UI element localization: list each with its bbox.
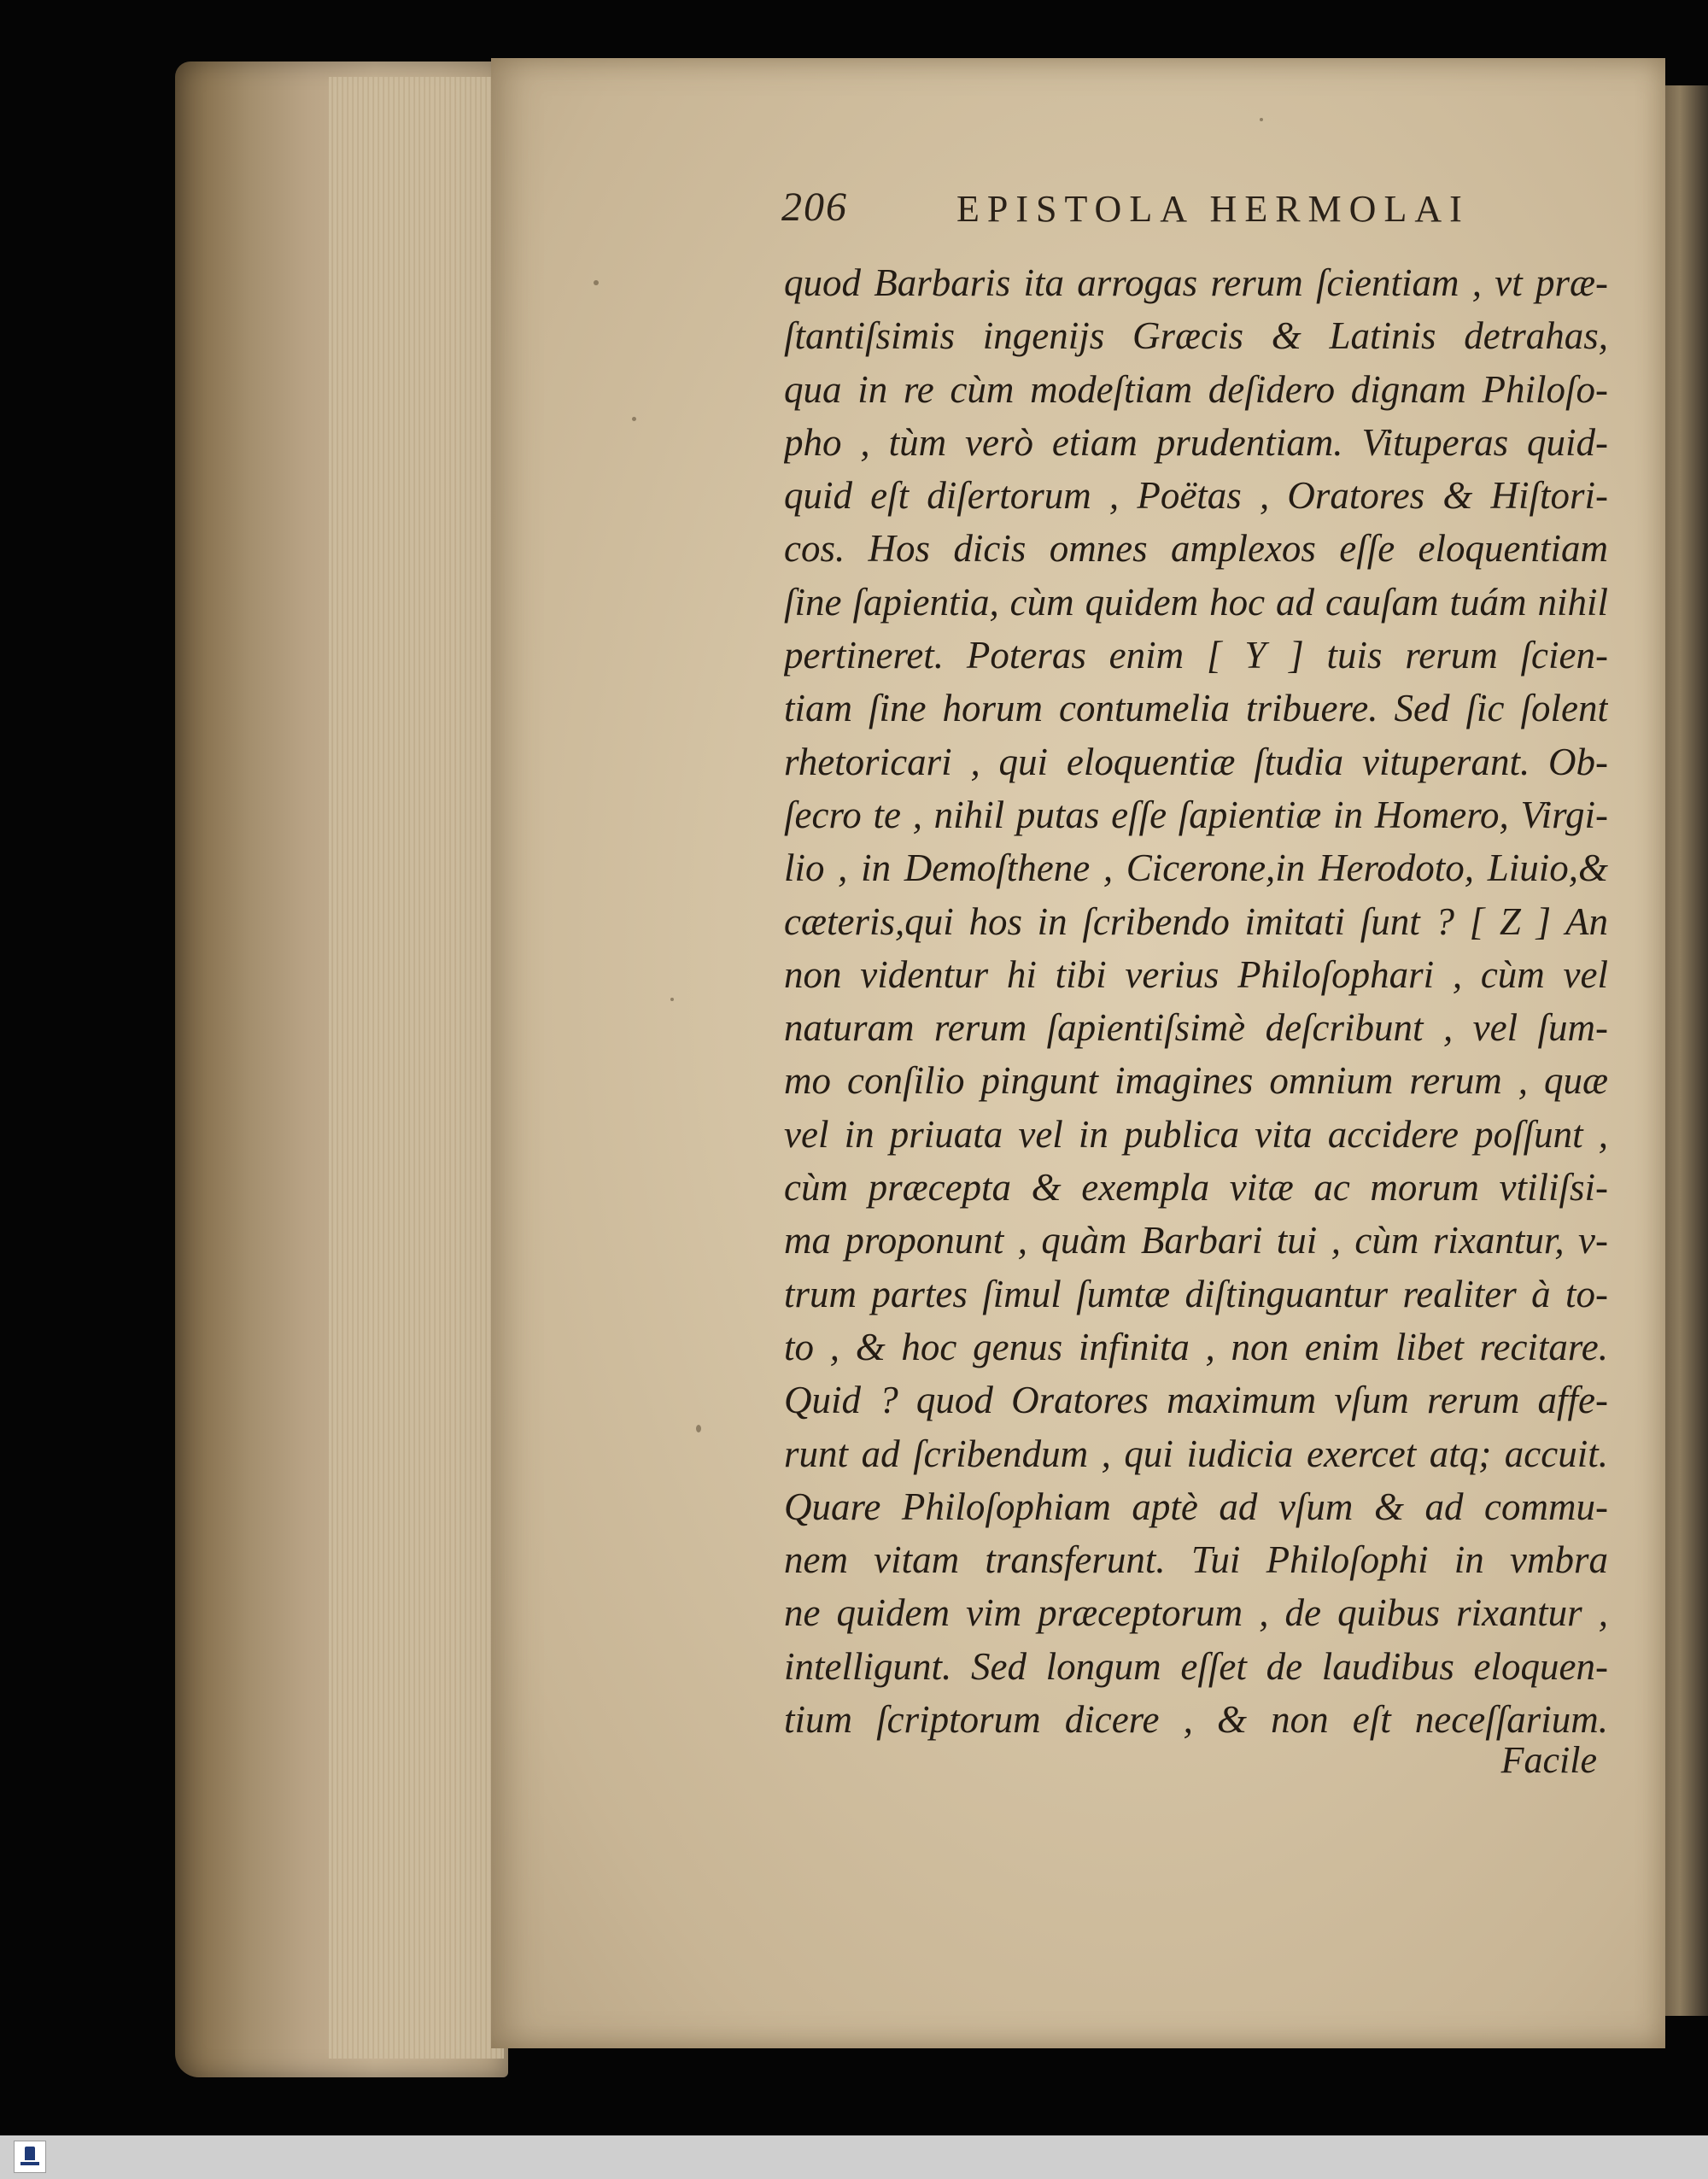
scan-footer-bar: [0, 2135, 1708, 2179]
text-line: pertineret. Poteras enim [ Y ] tuis rerum ſcien-: [784, 634, 1608, 677]
text-line: tiam ſine horum contumelia tribuere. Sed ſic ſolent: [784, 687, 1608, 730]
text-line: naturam rerum ſapientiſsimè deſcribunt , vel ſum-: [784, 1006, 1608, 1050]
text-line: ſtantiſsimis ingenijs Græcis & Latinis detrahas,: [784, 314, 1608, 358]
text-line: to , & hoc genus infinita , non enim libet recitare.: [784, 1325, 1608, 1368]
text-line: vel in priuata vel in publica vita accidere poſſunt ,: [784, 1112, 1608, 1156]
text-line: ne quidem vim præceptorum , de quibus rixantur ,: [784, 1591, 1608, 1635]
body-text: [784, 256, 1608, 1746]
logo-building-shape: [25, 2147, 35, 2160]
text-line: nem vitam transferunt. Tui Philoſophi in vmbra: [784, 1538, 1608, 1582]
text-line: ma proponunt , quàm Barbari tui , cùm rixantur, v-: [784, 1219, 1608, 1262]
paper-speck: [632, 417, 636, 421]
logo-base-shape: [20, 2162, 39, 2165]
text-line: pho , tùm verò etiam prudentiam. Vituperas quid-: [784, 420, 1608, 464]
text-line: Quid ? quod Oratores maximum vſum rerum affe-: [784, 1379, 1608, 1422]
text-line: non videntur hi tibi verius Philoſophari , cùm vel: [784, 952, 1608, 996]
paper-speck: [670, 998, 674, 1001]
text-line: lio , in Demoſthene , Cicerone,in Herodoto, Liuio,&: [784, 846, 1608, 890]
library-logo-icon: [14, 2141, 46, 2173]
text-line: trum partes ſimul ſumtæ diſtinguantur realiter à to-: [784, 1272, 1608, 1315]
running-title: EPISTOLA HERMOLAI: [956, 188, 1470, 230]
text-line: runt ad ſcribendum , qui iudicia exercet atq; accuit.: [784, 1432, 1608, 1475]
page-number: 206: [781, 185, 848, 230]
text-line: rhetoricari , qui eloquentiæ ſtudia vituperant. Ob-: [784, 740, 1608, 783]
page-edges: [329, 77, 504, 2059]
text-line: cæteris,qui hos in ſcribendo imitati ſunt ? [ Z ] An: [784, 899, 1608, 943]
text-line: cùm præcepta & exempla vitæ ac morum vtiliſsi-: [784, 1166, 1608, 1210]
text-line: quod Barbaris ita arrogas rerum ſcientiam , vt præ-: [784, 261, 1608, 304]
text-line: mo conſilio pingunt imagines omnium rerum , quæ: [784, 1059, 1608, 1103]
paper-speck: [1260, 118, 1263, 121]
facing-page-edge: [1661, 85, 1708, 2016]
text-line: ſine ſapientia, cùm quidem hoc ad cauſam tuám nihil: [784, 580, 1608, 624]
text-line: quid eſt diſertorum , Poëtas , Oratores & Hiſtori-: [784, 474, 1608, 518]
paper-speck: [696, 1425, 701, 1432]
text-line: qua in re cùm modeſtiam deſidero dignam Philoſo-: [784, 367, 1608, 411]
text-line: cos. Hos dicis omnes amplexos eſſe eloquentiam: [784, 527, 1608, 571]
paper-speck: [594, 280, 599, 285]
catchword: Facile: [1500, 1739, 1597, 1781]
text-line: tium ſcriptorum dicere , & non eſt neceſſarium.: [784, 1698, 1608, 1742]
text-line: ſecro te , nihil putas eſſe ſapientiæ in Homero, Virgi-: [784, 793, 1608, 836]
text-line: Quare Philoſophiam aptè ad vſum & ad commu-: [784, 1485, 1608, 1528]
text-line: intelligunt. Sed longum eſſet de laudibus eloquen-: [784, 1644, 1608, 1688]
page-header: [781, 184, 1516, 235]
